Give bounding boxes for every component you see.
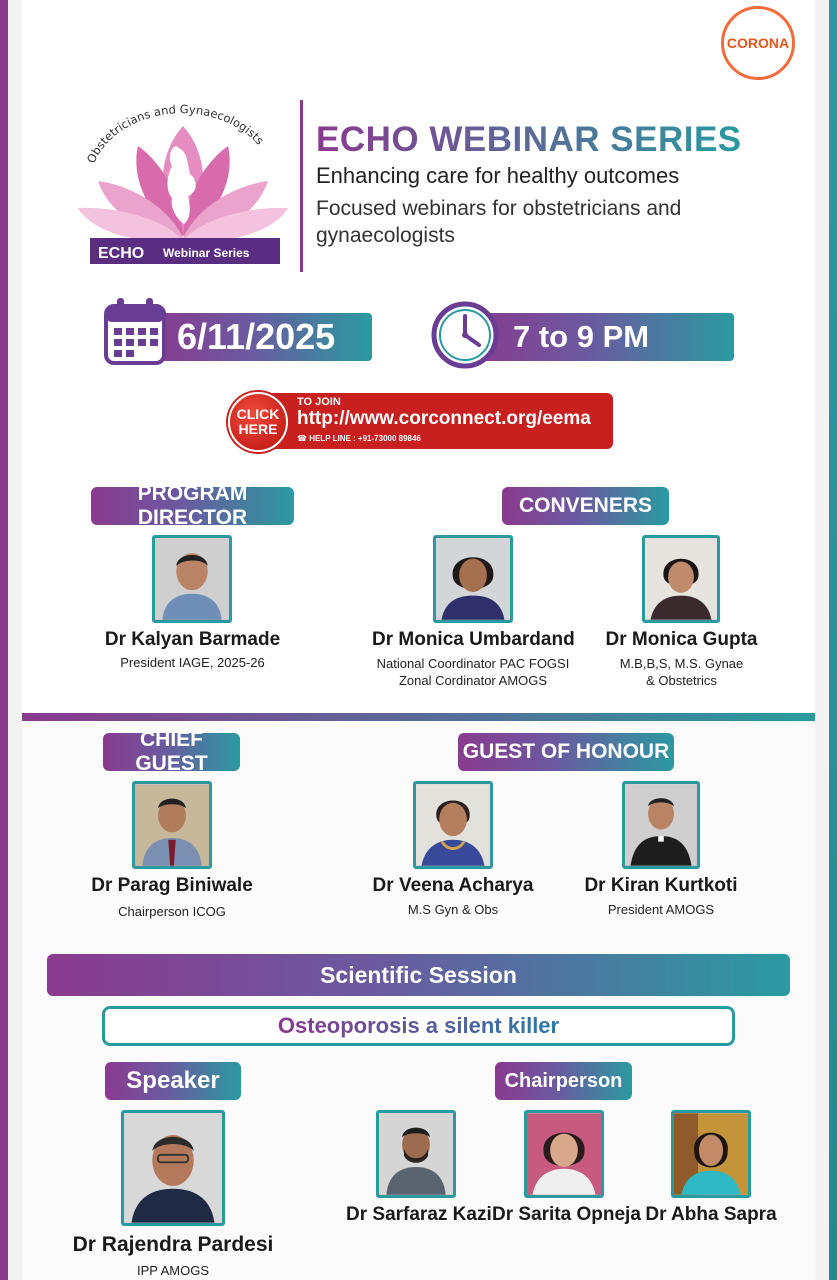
convener2-role-line1: M.B,B,S, M.S. Gynae <box>619 656 744 671</box>
topic-title: Osteoporosis a silent killer <box>277 1013 560 1038</box>
convener2-role <box>600 655 763 689</box>
join-link[interactable]: http://www.corconnect.org/eema <box>297 408 591 429</box>
program-director-label: PROGRAM DIRECTOR <box>91 487 294 525</box>
click-here-button[interactable] <box>228 392 288 452</box>
scientific-session-label: Scientific Session <box>320 961 517 988</box>
speaker-role: IPP AMOGS <box>136 1263 209 1278</box>
speaker-name: Dr Rajendra Pardesi <box>72 1233 274 1256</box>
chief-guest-role: Chairperson ICOG <box>118 904 226 919</box>
corona-logo-text: CORONA <box>726 35 790 51</box>
page-subtitle: Enhancing care for healthy outcomes <box>316 163 680 188</box>
convener1-role-line1: National Coordinator PAC FOGSI <box>376 656 570 671</box>
convener2-photo <box>642 535 720 623</box>
page-title: ECHO WEBINAR SERIES <box>316 120 742 159</box>
chief-guest-photo <box>132 781 212 869</box>
convener1-name: Dr Monica Umbardand <box>372 629 575 650</box>
helpline-text <box>297 434 421 443</box>
chair1-name: Dr Sarfaraz Kazi <box>346 1204 492 1225</box>
convener2-role-line2: & Obstetrics <box>646 673 717 688</box>
convener1-role-line2: Zonal Cordinator AMOGS <box>398 673 548 688</box>
lotus-icon <box>76 86 291 266</box>
conveners-label: CONVENERS <box>502 487 669 525</box>
speaker-label: Speaker <box>105 1062 241 1100</box>
corona-logo <box>721 6 795 80</box>
logo-arc-text: Obstetricians and Gynaecologists <box>83 102 267 166</box>
chair2-name: Dr Sarita Opneja <box>492 1204 641 1225</box>
director-role: President IAGE, 2025-26 <box>120 655 265 670</box>
click-here-label: CLICK HERE <box>236 406 280 437</box>
clock-icon <box>430 300 500 370</box>
calendar-icon <box>103 296 167 366</box>
to-join-label: TO JOIN <box>297 396 341 408</box>
logo-banner-sub: Webinar Series <box>163 246 250 260</box>
helpline-number: HELP LINE : +91-73000 89846 <box>309 434 421 443</box>
left-border-inner <box>8 0 22 1280</box>
convener2-name: Dr Monica Gupta <box>605 629 758 650</box>
director-name: Dr Kalyan Barmade <box>104 629 281 650</box>
honour1-name: Dr Veena Acharya <box>372 875 534 896</box>
chief-guest-label: CHIEF GUEST <box>103 733 240 771</box>
honour1-role: M.S Gyn & Obs <box>407 902 499 917</box>
director-photo <box>152 535 232 623</box>
event-time: 7 to 9 PM <box>513 319 650 354</box>
honour2-photo <box>622 781 700 869</box>
chair1-photo <box>376 1110 456 1198</box>
echo-logo <box>76 86 291 266</box>
honour1-photo <box>413 781 493 869</box>
convener1-photo <box>433 535 513 623</box>
topic-box <box>102 1006 735 1046</box>
right-border-inner <box>815 0 829 1280</box>
chair2-photo <box>524 1110 604 1198</box>
page-description: Focused webinars for obstetricians and gynaecologists <box>316 197 682 247</box>
convener1-role <box>362 655 584 689</box>
logo-banner-echo: ECHO <box>98 245 145 262</box>
honour2-role: President AMOGS <box>607 902 715 917</box>
header-divider <box>300 100 303 272</box>
chair3-photo <box>671 1110 751 1198</box>
chair3-name: Dr Abha Sapra <box>645 1204 777 1225</box>
honour2-name: Dr Kiran Kurtkoti <box>584 875 738 896</box>
phone-icon: ☎ <box>297 434 310 443</box>
event-date: 6/11/2025 <box>177 316 336 357</box>
chairperson-label: Chairperson <box>495 1062 632 1100</box>
guest-of-honour-label: GUEST OF HONOUR <box>458 733 674 771</box>
section-divider <box>22 713 815 721</box>
speaker-photo <box>121 1110 225 1226</box>
chief-guest-name: Dr Parag Biniwale <box>91 875 253 896</box>
